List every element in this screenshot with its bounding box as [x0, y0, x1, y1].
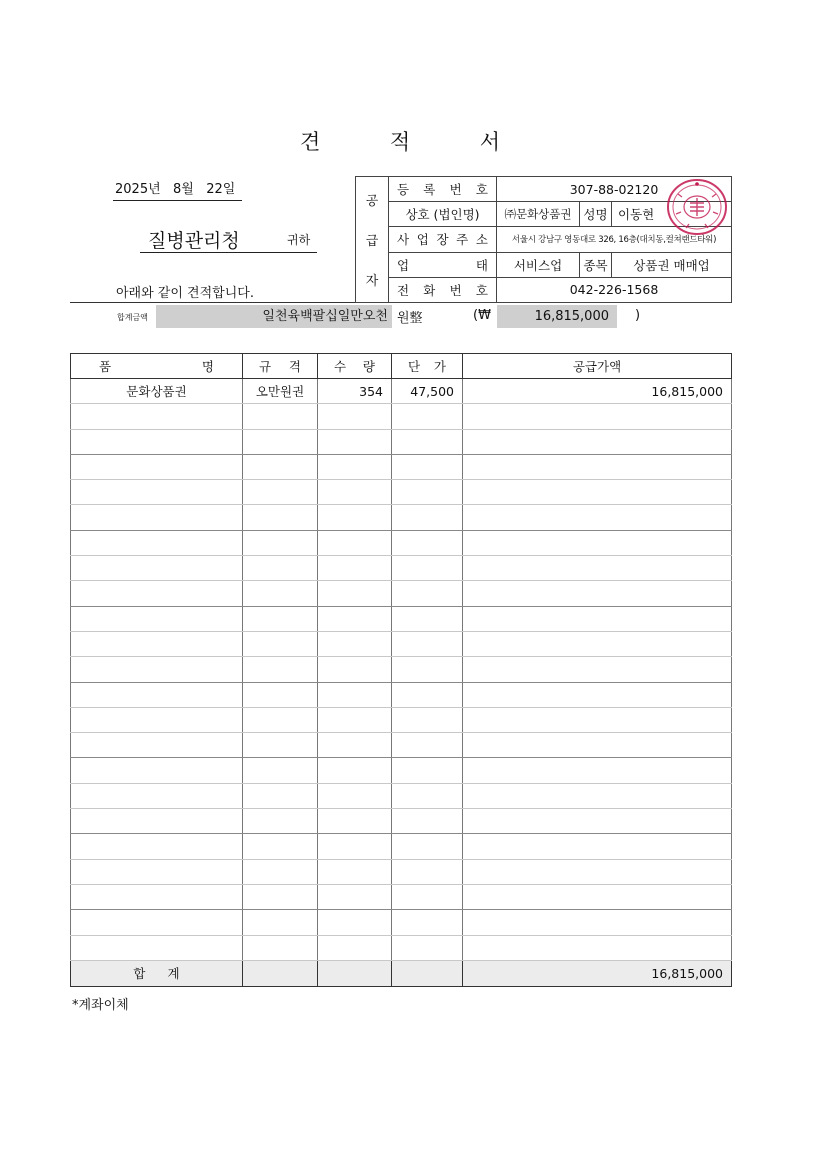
empty-row	[71, 935, 732, 960]
cell-name	[71, 910, 243, 935]
side-char: 급	[365, 234, 379, 249]
cell-name	[71, 581, 243, 606]
empty-row	[71, 834, 732, 859]
cell-qty	[318, 581, 392, 606]
cell-supply	[463, 834, 732, 859]
cell-name	[71, 783, 243, 808]
cell-name	[71, 935, 243, 960]
company-label: 상호 (법인명)	[389, 202, 497, 227]
rep-name: 이동현	[612, 202, 732, 227]
cell-price	[392, 454, 463, 479]
cell-supply	[463, 606, 732, 631]
cell-price	[392, 606, 463, 631]
cell-price	[392, 809, 463, 834]
phone-value: 042-226-1568	[497, 277, 732, 302]
cell-price	[392, 581, 463, 606]
payment-note: *계좌이체	[72, 998, 129, 1013]
cell-spec	[243, 556, 318, 581]
company-value: ㈜문화상품권	[497, 202, 580, 227]
empty-row	[71, 631, 732, 656]
cell-qty	[318, 733, 392, 758]
cell-qty	[318, 910, 392, 935]
cell-qty	[318, 631, 392, 656]
item-value: 상품권 매매업	[612, 252, 732, 277]
cell-price	[392, 834, 463, 859]
cell-qty	[318, 884, 392, 909]
cell-price	[392, 505, 463, 530]
cell-spec	[243, 657, 318, 682]
cell-name	[71, 707, 243, 732]
cell-supply	[463, 480, 732, 505]
company-seal-icon	[666, 178, 728, 236]
empty-row	[71, 480, 732, 505]
cell-spec	[243, 707, 318, 732]
empty-row	[71, 783, 732, 808]
cell-supply	[463, 581, 732, 606]
close-paren: )	[635, 308, 641, 323]
cell-spec	[243, 935, 318, 960]
cell-name	[71, 682, 243, 707]
cell-qty	[318, 530, 392, 555]
cell-spec	[243, 581, 318, 606]
cell-supply	[463, 404, 732, 429]
cell-price	[392, 707, 463, 732]
cell-supply	[463, 910, 732, 935]
title-char: 적	[389, 130, 411, 154]
cell-supply	[463, 530, 732, 555]
cell-spec	[243, 809, 318, 834]
empty-row	[71, 758, 732, 783]
total-label: 합계금액	[117, 313, 148, 322]
empty-row	[71, 429, 732, 454]
empty-row	[71, 454, 732, 479]
cell-qty: 354	[318, 379, 392, 404]
cell-name	[71, 505, 243, 530]
empty-row	[71, 682, 732, 707]
cell-name	[71, 556, 243, 581]
cell-supply	[463, 758, 732, 783]
cell-supply	[463, 935, 732, 960]
cell-qty	[318, 783, 392, 808]
cell-name	[71, 454, 243, 479]
cell-qty	[318, 834, 392, 859]
cell-name	[71, 859, 243, 884]
cell-qty	[318, 505, 392, 530]
side-char: 자	[365, 274, 379, 289]
cell-qty	[318, 657, 392, 682]
address-label: 사 업 장 주 소	[389, 227, 497, 252]
cell-price	[392, 530, 463, 555]
cell-price	[392, 429, 463, 454]
cell-spec	[243, 834, 318, 859]
cell-qty	[318, 682, 392, 707]
empty-row	[71, 556, 732, 581]
cell-price	[392, 733, 463, 758]
cell-price	[392, 404, 463, 429]
cell-qty	[318, 935, 392, 960]
biz-type-value: 서비스업	[497, 252, 580, 277]
cell-name	[71, 480, 243, 505]
footer-cell	[243, 960, 318, 986]
header-spec: 규 격	[243, 354, 318, 379]
header-price: 단 가	[392, 354, 463, 379]
cell-qty	[318, 758, 392, 783]
won-label: 원整	[397, 311, 423, 326]
reg-no-value: 307-88-02120	[497, 177, 732, 202]
cell-supply	[463, 454, 732, 479]
empty-row	[71, 581, 732, 606]
cell-price	[392, 935, 463, 960]
total-korean: 일천육백팔십일만오천	[262, 309, 388, 324]
cell-name	[71, 809, 243, 834]
cell-supply	[463, 631, 732, 656]
cell-name	[71, 404, 243, 429]
empty-row	[71, 404, 732, 429]
supplier-side-label	[356, 177, 389, 303]
cell-supply	[463, 682, 732, 707]
cell-qty	[318, 859, 392, 884]
cell-spec	[243, 454, 318, 479]
cell-spec	[243, 606, 318, 631]
intro-text: 아래와 같이 견적합니다.	[116, 286, 254, 301]
cell-name	[71, 530, 243, 555]
empty-row	[71, 859, 732, 884]
cell-price	[392, 556, 463, 581]
cell-price	[392, 631, 463, 656]
biz-type-label: 업 태	[389, 252, 497, 277]
cell-spec	[243, 505, 318, 530]
cell-price	[392, 657, 463, 682]
cell-name	[71, 429, 243, 454]
phone-label: 전 화 번 호	[389, 277, 497, 302]
empty-row	[71, 505, 732, 530]
empty-row	[71, 884, 732, 909]
empty-row	[71, 809, 732, 834]
divider	[70, 302, 356, 303]
total-row	[71, 960, 732, 986]
won-sign: (₩	[473, 308, 491, 323]
cell-qty	[318, 606, 392, 631]
cell-spec	[243, 758, 318, 783]
cell-supply	[463, 809, 732, 834]
empty-row	[71, 530, 732, 555]
cell-supply	[463, 657, 732, 682]
item-label: 종목	[580, 252, 612, 277]
cell-supply	[463, 783, 732, 808]
cell-qty	[318, 404, 392, 429]
reg-no-label: 등 록 번 호	[389, 177, 497, 202]
cell-name	[71, 631, 243, 656]
empty-row	[71, 657, 732, 682]
recipient-name: 질병관리청	[148, 230, 240, 252]
header-name: 품 명	[71, 354, 243, 379]
cell-spec	[243, 404, 318, 429]
cell-spec	[243, 783, 318, 808]
cell-spec	[243, 859, 318, 884]
empty-row	[71, 606, 732, 631]
cell-spec: 오만원권	[243, 379, 318, 404]
address-value: 서울시 강남구 영동대로 326, 16층(대치동,컬쳐랜드타워)	[497, 227, 732, 252]
title-char: 서	[479, 130, 500, 154]
cell-spec	[243, 429, 318, 454]
cell-qty	[318, 707, 392, 732]
quote-date: 2025년 8월 22일	[115, 182, 236, 197]
cell-price	[392, 758, 463, 783]
cell-price	[392, 859, 463, 884]
cell-supply	[463, 505, 732, 530]
footer-cell	[318, 960, 392, 986]
empty-row	[71, 707, 732, 732]
cell-supply	[463, 429, 732, 454]
cell-supply	[463, 556, 732, 581]
cell-qty	[318, 454, 392, 479]
empty-row	[71, 910, 732, 935]
total-amount: 16,815,000	[534, 309, 609, 324]
table-header	[71, 354, 732, 379]
rep-label: 성명	[580, 202, 612, 227]
footer-cell	[392, 960, 463, 986]
cell-price	[392, 480, 463, 505]
cell-spec	[243, 910, 318, 935]
cell-spec	[243, 682, 318, 707]
cell-name	[71, 758, 243, 783]
cell-price	[392, 682, 463, 707]
cell-qty	[318, 809, 392, 834]
footer-label: 합 계	[71, 960, 243, 986]
recipient-underline	[140, 252, 317, 253]
cell-name	[71, 606, 243, 631]
footer-supply: 16,815,000	[463, 960, 732, 986]
empty-row	[71, 733, 732, 758]
document-title	[300, 126, 500, 156]
cell-supply	[463, 733, 732, 758]
cell-price	[392, 910, 463, 935]
cell-supply: 16,815,000	[463, 379, 732, 404]
cell-spec	[243, 733, 318, 758]
cell-spec	[243, 884, 318, 909]
cell-name	[71, 884, 243, 909]
header-qty: 수 량	[318, 354, 392, 379]
side-char: 공	[365, 194, 379, 209]
cell-spec	[243, 480, 318, 505]
cell-spec	[243, 631, 318, 656]
items-table	[70, 353, 732, 987]
cell-supply	[463, 859, 732, 884]
recipient-honorific: 귀하	[287, 233, 311, 247]
cell-qty	[318, 480, 392, 505]
cell-name	[71, 733, 243, 758]
cell-price: 47,500	[392, 379, 463, 404]
cell-supply	[463, 707, 732, 732]
header-supply: 공급가액	[463, 354, 732, 379]
cell-qty	[318, 429, 392, 454]
title-char: 견	[300, 130, 321, 154]
cell-spec	[243, 530, 318, 555]
cell-name: 문화상품권	[71, 379, 243, 404]
cell-name	[71, 834, 243, 859]
cell-qty	[318, 556, 392, 581]
date-underline	[113, 200, 242, 201]
table-row	[71, 379, 732, 404]
cell-supply	[463, 884, 732, 909]
cell-price	[392, 783, 463, 808]
cell-name	[71, 657, 243, 682]
cell-price	[392, 884, 463, 909]
